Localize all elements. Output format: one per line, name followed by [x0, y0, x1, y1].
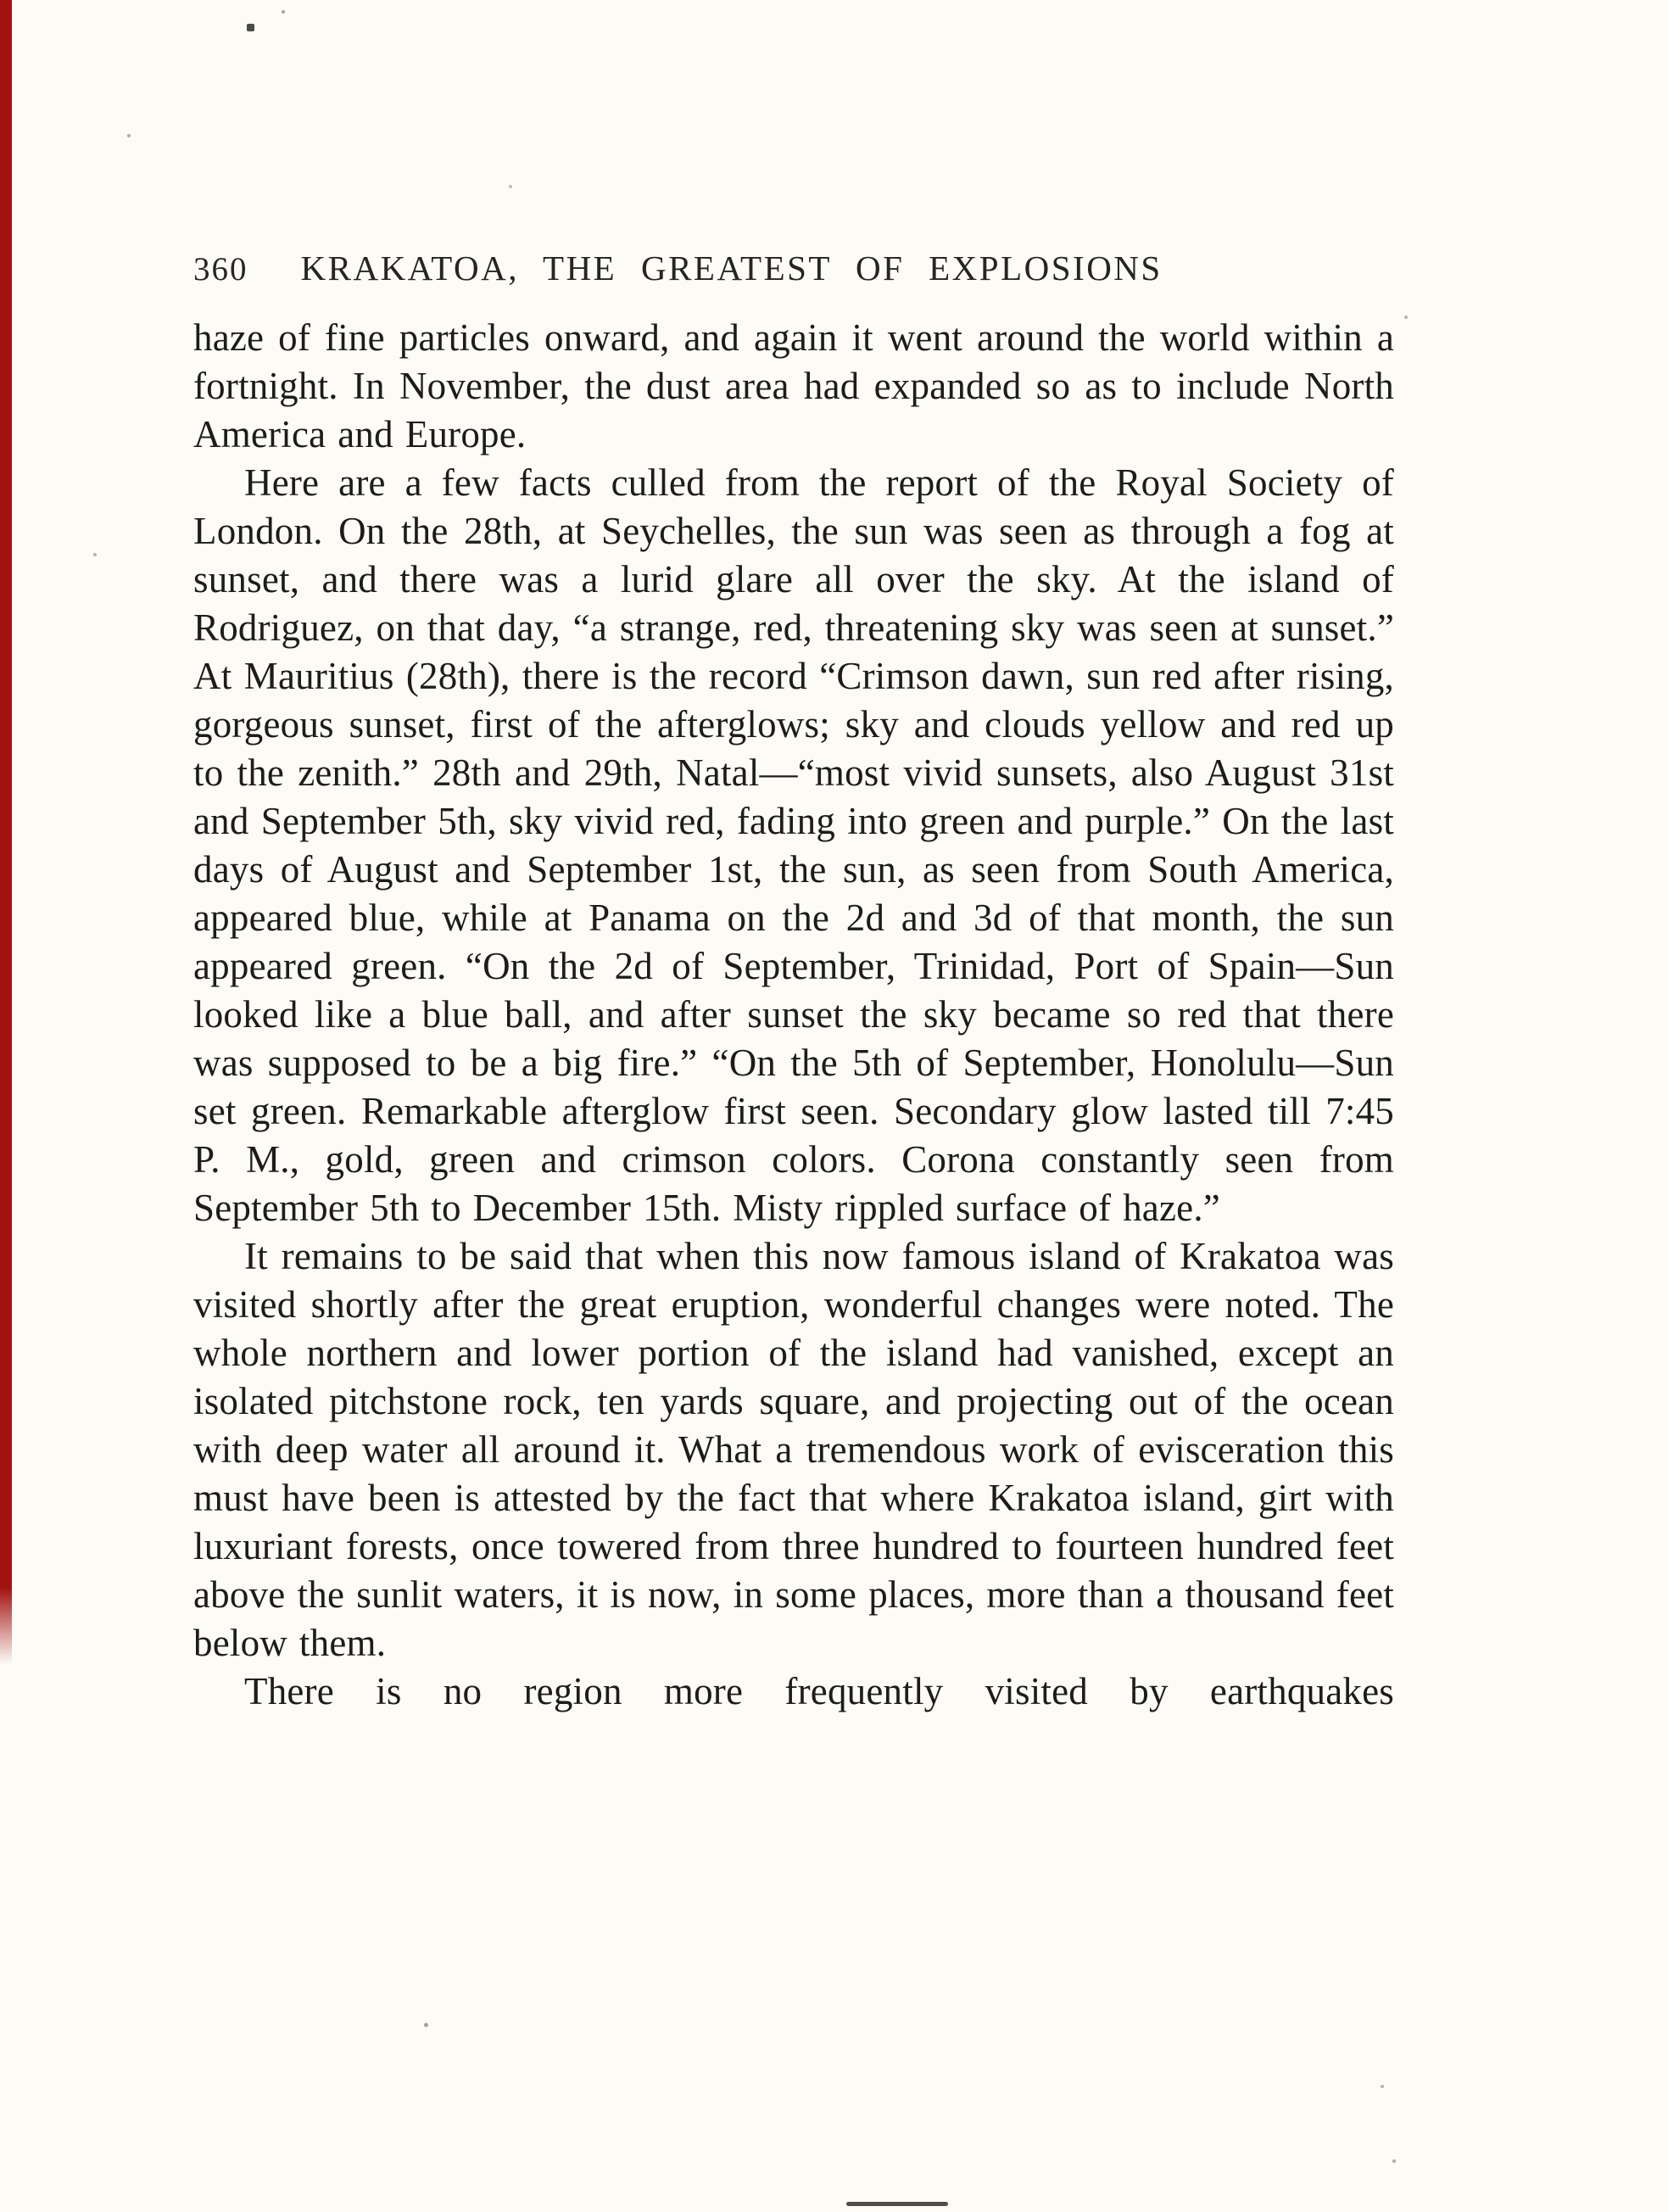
- paragraph-continuation: haze of fine particles onward, and again it went around the world within a fortnight. In November, the dust area had expanded so as to include North America and Europe.: [193, 316, 1394, 455]
- scan-speck: [1381, 2085, 1384, 2088]
- binding-edge-strip-fade: [0, 1588, 12, 1664]
- scan-speck: [247, 24, 254, 31]
- running-head: [193, 248, 1394, 288]
- scan-speck: [282, 10, 285, 14]
- page-content: [193, 248, 1394, 1716]
- scan-artifact-bottom: [846, 2202, 948, 2206]
- scan-speck: [424, 2023, 428, 2027]
- scan-speck: [509, 185, 512, 188]
- scan-speck: [1392, 2159, 1396, 2163]
- scan-speck: [1404, 316, 1408, 319]
- paragraph-last-line: There is no region more frequently visited by earthquakes: [244, 1670, 1394, 1712]
- binding-edge-strip: [0, 0, 12, 1588]
- chapter-title: KRAKATOA, THE GREATEST OF EXPLOSIONS: [300, 249, 1163, 288]
- scan-speck: [127, 134, 131, 137]
- paragraph: It remains to be said that when this now famous island of Krakatoa was visited shortly after the great eruption, wonderful changes were noted. The whole northern and lower portion of the island had vanished, except an isolated pitchstone rock, ten yards square, and projecting out of the ocean with deep water all around it. What a tremendous work of evisceration this must have been is attested by the fact that where Krakatoa island, girt with luxuriant forests, once towered from three hundred to fourteen hundred feet above the sunlit waters, it is now, in some places, more than a thousand feet below them.: [193, 1235, 1394, 1664]
- paragraph: Here are a few facts culled from the report of the Royal Society of London. On the 28th, at Seychelles, the sun was seen as through a fog at sunset, and there was a lurid glare all over the sky. At the island of Rodriguez, on that day, “a strange, red, threatening sky was seen at sunset.” At Mauritius (28th), there is the record “Crimson dawn, sun red after rising, gorgeous sunset, first of the afterglows; sky and clouds yellow and red up to the zenith.” 28th and 29th, Natal—“most vivid sunsets, also August 31st and September 5th, sky vivid red, fading into green and purple.” On the last days of August and September 1st, the sun, as seen from South America, appeared blue, while at Panama on the 2d and 3d of that month, the sun appeared green. “On the 2d of September, Trinidad, Port of Spain—Sun looked like a blue ball, and after sunset the sky became so red that there was supposed to be a big fire.” “On the 5th of September, Honolulu—Sun set green. Remarkable afterglow first seen. Secondary glow lasted till 7:45 P. M., gold, green and crimson colors. Corona constantly seen from September 5th to December 15th. Misty rippled surface of haze.”: [193, 461, 1394, 1229]
- scan-speck: [93, 553, 97, 556]
- page-number: 360: [193, 251, 248, 288]
- body-text: [193, 314, 1394, 1716]
